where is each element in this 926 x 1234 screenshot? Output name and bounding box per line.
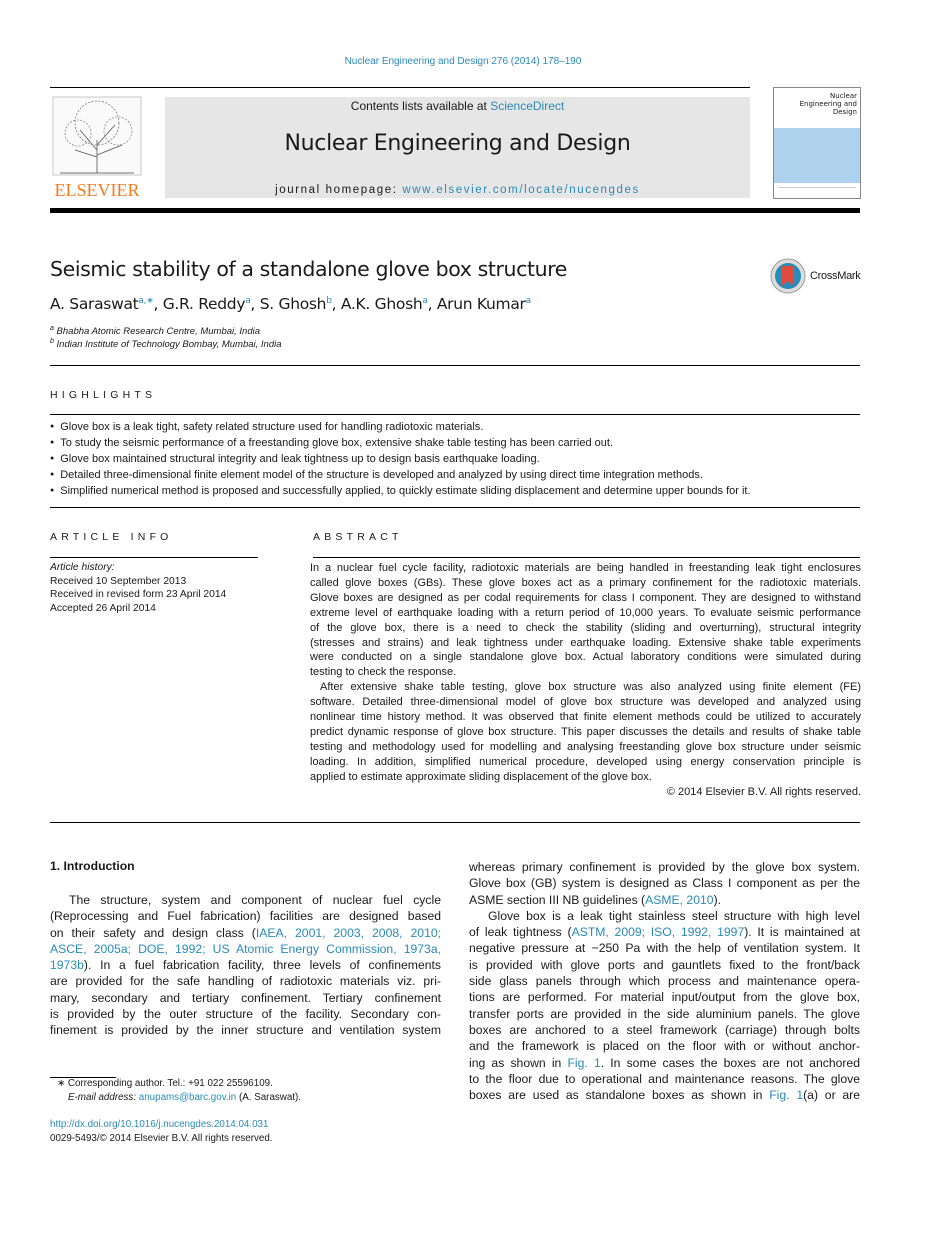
- text-line: [50, 1006, 441, 1022]
- text-line: [469, 892, 860, 908]
- text-segment: nonlinear time history method. It was observed that finite element methods could be utilized to accurately: [310, 711, 861, 724]
- text-segment: and the framework is placed on the floor with or without anchor-: [469, 1039, 860, 1054]
- text-segment: (a) or are: [803, 1088, 860, 1103]
- divider: [50, 87, 750, 88]
- text-line: [469, 924, 860, 940]
- elsevier-logo: [50, 95, 144, 199]
- text-segment: Glove box (GB) system is designed as Class I component as per the: [469, 876, 860, 891]
- author-affiliation-marker[interactable]: a: [525, 296, 531, 306]
- text-segment: transfer ports are provided in the side aluminium panels. The glove: [469, 1006, 860, 1021]
- text-segment: finement is provided by the inner structure and ventilation system: [50, 1023, 441, 1038]
- text-line: [469, 989, 860, 1005]
- divider: [50, 557, 258, 558]
- article-history: [50, 561, 226, 615]
- text-line: [469, 940, 860, 956]
- text-segment: to the floor due to operational and maintenance reasons. The glove: [469, 1071, 860, 1086]
- author-affiliation-marker[interactable]: a,∗: [138, 296, 154, 306]
- crossmark-badge[interactable]: [770, 258, 862, 294]
- text-segment: mary, secondary and tertiary confinement. Tertiary confinement: [50, 990, 441, 1005]
- text-segment: (stresses and strains) and leak tightness under earthquake loading. Extensive shake table experiments: [310, 636, 861, 649]
- crossmark-icon: [770, 258, 806, 294]
- text-segment: applied to estimate approximate sliding displacement of the glove box.: [310, 770, 652, 783]
- svg-text:ELSEVIER: ELSEVIER: [54, 180, 140, 199]
- text-line: [50, 1022, 441, 1038]
- author: A.K. Ghosh: [340, 295, 423, 313]
- text-line: [469, 908, 860, 924]
- section-heading-introduction: 1. Introduction: [50, 859, 135, 873]
- text-line: [469, 1038, 860, 1054]
- author: A. Saraswat: [50, 295, 139, 313]
- email-suffix: (A. Saraswat).: [236, 1092, 302, 1103]
- affiliation-marker: a: [50, 325, 54, 332]
- text-line: [310, 770, 861, 785]
- text-line: [469, 973, 860, 989]
- highlights-heading: HIGHLIGHTS: [50, 389, 157, 401]
- citation-link[interactable]: 1973b: [50, 958, 84, 973]
- article-info-heading: ARTICLE INFO: [50, 531, 173, 543]
- highlights-list: [50, 419, 860, 499]
- text-segment: of the glove box, there is a need to check the stability (sliding and overturning), structural integrity: [310, 621, 861, 634]
- text-line: [50, 892, 441, 908]
- divider: [50, 365, 860, 366]
- text-segment: is provided with glove ports and gauntlets fixed to the front/back: [469, 957, 860, 972]
- history-item: Received in revised form 23 April 2014: [50, 589, 227, 600]
- abstract-paragraphs: [310, 561, 861, 785]
- journal-reference[interactable]: Nuclear Engineering and Design 276 (2014) 178–190: [344, 56, 582, 67]
- text-line: [469, 1087, 860, 1103]
- header-bar: [50, 208, 860, 213]
- text-segment: ).: [713, 892, 722, 907]
- citation-link[interactable]: ASME, 2010: [645, 892, 714, 907]
- text-segment: ). It is maintained at: [744, 925, 860, 940]
- text-segment: negative pressure at −250 Pa with the help of ventilation system. It: [469, 941, 860, 956]
- text-segment: on their safety and design class (: [50, 925, 256, 940]
- text-segment: are provided for the safe handling of radiotoxic materials viz. pri-: [50, 974, 441, 989]
- divider: [313, 557, 860, 558]
- text-line: [310, 591, 861, 606]
- text-segment: predict dynamic response of glove box structure. This paper discusses the details and results of shake table: [310, 725, 861, 738]
- history-label: Article history:: [50, 562, 115, 573]
- contents-line: [165, 99, 750, 113]
- text-segment: whereas primary confinement is provided by the glove box system.: [469, 860, 860, 874]
- divider: [50, 414, 860, 415]
- history-item: Received 10 September 2013: [50, 575, 187, 587]
- text-line: [50, 908, 441, 924]
- text-line: [310, 576, 861, 591]
- divider: [50, 822, 860, 823]
- text-segment: side glass panels through which process and maintenance opera-: [469, 974, 860, 989]
- journal-cover-thumbnail: [773, 87, 861, 199]
- cover-image: [774, 128, 860, 183]
- author-list: A. Saraswat$^{a,∗}$, G.R. Reddy$^a$, S. Ghosh$^b$, A.K. Ghosh$^a$, Arun Kumar$^a$: [50, 295, 531, 313]
- history-item: Accepted 26 April 2014: [50, 602, 156, 614]
- text-segment: . In some cases the boxes are not anchored: [600, 1055, 860, 1070]
- footnotes: [50, 1077, 301, 1146]
- text-segment: In a nuclear fuel cycle facility, radiotoxic materials are being handled in freestanding leak tight enclosures: [310, 562, 861, 574]
- author: G.R. Reddy: [162, 295, 246, 313]
- text-line: [310, 650, 861, 665]
- text-segment: testing to check the response.: [310, 666, 457, 679]
- homepage-link[interactable]: www.elsevier.com/locate/nucengdes: [402, 184, 640, 196]
- text-segment: is provided by the outer structure of the facility. Secondary con-: [50, 1007, 441, 1022]
- text-segment: boxes are used as standalone boxes as shown in: [469, 1088, 770, 1103]
- homepage-prefix: journal homepage:: [275, 184, 403, 196]
- email-link[interactable]: anupams@barc.gov.in: [138, 1092, 237, 1103]
- citation-link[interactable]: Fig. 1: [769, 1088, 804, 1103]
- highlight-item: ● Simplified numerical method is proposed and successfully applied, to quickly estimate sliding displacement and determine upper bounds for it.: [50, 483, 860, 499]
- abstract-body: [310, 561, 861, 800]
- affiliation: [50, 325, 260, 337]
- email-label: E-mail address:: [68, 1092, 139, 1103]
- text-segment: of leak tightness (: [469, 925, 572, 940]
- affiliation-marker: b: [50, 338, 54, 345]
- text-segment: ing as shown in: [469, 1055, 568, 1070]
- doi-link[interactable]: [50, 1118, 301, 1132]
- author: S. Ghosh: [259, 295, 327, 313]
- journal-name: Nuclear Engineering and Design: [284, 131, 631, 156]
- citation-link[interactable]: ASCE, 2005a; DOE, 1992; US Atomic Energy Commission, 1973a,: [50, 941, 441, 956]
- text-line: [50, 941, 441, 957]
- text-segment: After extensive shake table testing, glove box structure was also analyzed using finite element (FE): [320, 681, 861, 694]
- text-segment: tions are performed. For material input/output from the glove box,: [469, 990, 860, 1005]
- citation-link[interactable]: ASTM, 2009; ISO, 1992, 1997: [571, 925, 745, 940]
- email-note: [50, 1091, 301, 1105]
- cover-footer: [778, 187, 856, 195]
- text-segment: software. Detailed three-dimensional model of glove box structure was developed and analyzed using: [310, 696, 861, 709]
- affiliation: [50, 338, 282, 350]
- text-segment: called glove boxes (GBs). These glove boxes act as a primary confinement for the radiotoxic materials.: [310, 576, 861, 589]
- text-line: [310, 680, 861, 695]
- text-segment: Glove box is a leak tight stainless steel structure with high level: [488, 908, 860, 923]
- text-segment: extreme level of earthquake loading with a return period of 10,000 years. To evaluate seismic performance: [310, 606, 861, 619]
- abstract-copyright: © 2014 Elsevier B.V. All rights reserved.: [666, 785, 861, 798]
- elsevier-tree-icon: [50, 95, 144, 199]
- text-segment: ). In a fuel fabrication facility, three levels of confinements: [83, 958, 441, 973]
- text-line: [310, 561, 861, 576]
- author-affiliation-marker[interactable]: a: [245, 296, 251, 306]
- sciencedirect-link[interactable]: ScienceDirect: [490, 99, 565, 113]
- crossmark-label: CrossMark: [810, 270, 861, 282]
- text-line: [50, 925, 441, 941]
- text-line: [310, 621, 861, 636]
- highlight-item: ● Detailed three-dimensional finite element model of the structure is developed and analyzed by using direct time integration methods.: [50, 467, 860, 483]
- text-line: [310, 606, 861, 621]
- doi-url[interactable]: http://dx.doi.org/10.1016/j.nucengdes.2014.04.031: [50, 1119, 269, 1130]
- journal-homepage: [165, 184, 750, 196]
- author: Arun Kumar: [436, 295, 526, 313]
- text-line: [310, 725, 861, 740]
- affiliation-text: Bhabha Atomic Research Centre, Mumbai, India: [56, 326, 261, 338]
- text-line: [50, 973, 441, 989]
- text-line: [469, 859, 860, 875]
- highlight-item: ● Glove box is a leak tight, safety related structure used for handling radiotoxic materials.: [50, 419, 860, 435]
- article-title: Seismic stability of a standalone glove box structure: [50, 257, 567, 281]
- text-segment: Glove boxes are designed as per codal requirements for class I component. They are designed to withstand: [310, 591, 861, 604]
- highlight-item: ● Glove box maintained structural integrity and leak tightness up to design basis earthquake loading.: [50, 451, 860, 467]
- highlight-item: ● To study the seismic performance of a freestanding glove box, extensive shake table testing has been carried out.: [50, 435, 860, 451]
- text-segment: (Reprocessing and Fuel fabrication) facilities are designed based: [50, 909, 441, 924]
- corresponding-author-note: ∗ Corresponding author. Tel.: +91 022 25596109.: [57, 1078, 273, 1089]
- text-line: [469, 1071, 860, 1087]
- text-line: [50, 990, 441, 1006]
- author-affiliation-marker[interactable]: b: [326, 296, 332, 306]
- abstract-heading: ABSTRACT: [313, 531, 403, 543]
- text-line: [310, 710, 861, 725]
- contents-prefix: Contents lists available at: [350, 99, 491, 113]
- text-segment: The structure, system and component of nuclear fuel cycle: [69, 893, 441, 907]
- divider: [50, 507, 860, 508]
- intro-left-column: [50, 892, 441, 1039]
- text-line: [469, 957, 860, 973]
- citation-link[interactable]: Fig. 1: [567, 1055, 601, 1070]
- text-line: [469, 1055, 860, 1071]
- text-line: [310, 665, 861, 680]
- text-segment: ASME section III NB guidelines (: [469, 892, 646, 907]
- text-segment: testing and methodology used for modelling and analysing freestanding glove box structure under seismic: [310, 740, 861, 753]
- text-line: [310, 636, 861, 651]
- text-line: [310, 755, 861, 770]
- text-segment: loading. In addition, simplified numerical procedure, developed using energy conservation principle is: [310, 755, 861, 768]
- text-line: [469, 1006, 860, 1022]
- text-line: [310, 740, 861, 755]
- author-affiliation-marker[interactable]: a: [422, 296, 428, 306]
- text-segment: boxes are anchored to a steel framework (carriage) through bolts: [469, 1022, 860, 1037]
- intro-right-column: [469, 859, 860, 1103]
- cover-title: Nuclear Engineering and Design: [799, 92, 857, 116]
- text-line: [310, 695, 861, 710]
- text-line: [469, 1022, 860, 1038]
- citation-link[interactable]: IAEA, 2001, 2003, 2008, 2010;: [255, 925, 441, 940]
- text-segment: were conducted on a single standalone glove box. Actual laboratory conditions were simulated during: [310, 651, 861, 664]
- affiliation-text: Indian Institute of Technology Bombay, Mumbai, India: [56, 339, 282, 351]
- text-line: [50, 957, 441, 973]
- issn-copyright: 0029-5493/© 2014 Elsevier B.V. All rights reserved.: [50, 1133, 273, 1144]
- text-line: [469, 875, 860, 891]
